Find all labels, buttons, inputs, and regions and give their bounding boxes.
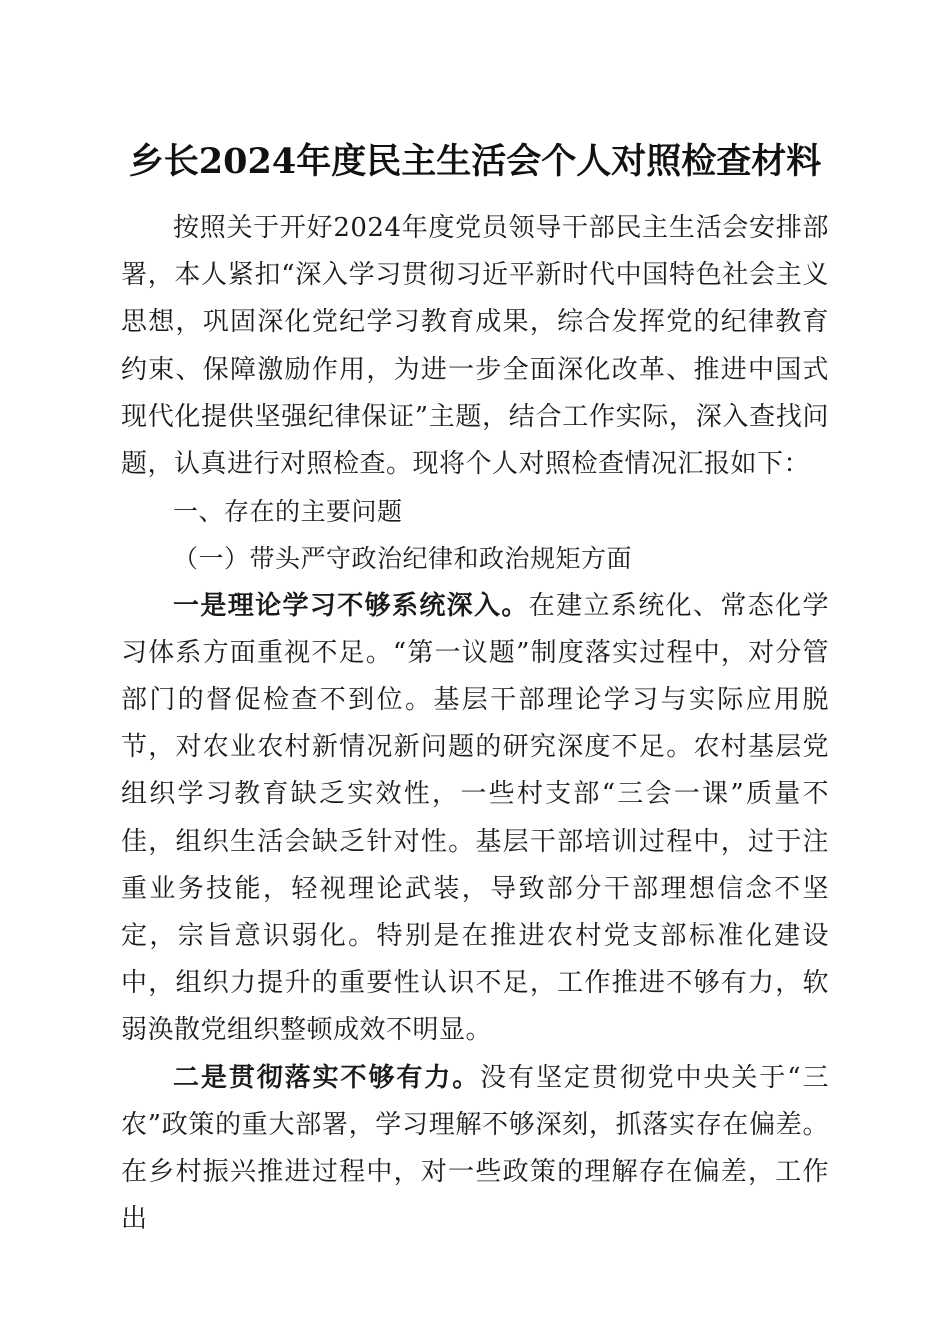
point-text-2: 没有坚定贯彻党中央关于“三农”政策的重大部署，学习理解不够深刻，抓落实存在偏差。在乡村振兴推进过程中，对一些政策的理解存在偏差，工作出 (121, 1062, 829, 1235)
point-lead-2: 二是贯彻落实不够有力。 (173, 1062, 481, 1093)
document-title: 乡长2024年度民主生活会个人对照检查材料 (128, 141, 822, 182)
point-paragraph-1 (121, 583, 829, 1055)
point-lead-1: 一是理论学习不够系统深入。 (173, 590, 529, 621)
point-paragraph-2 (121, 1055, 829, 1244)
subsection-heading: （一）带头严守政治纪律和政治规矩方面 (173, 544, 633, 574)
document-body (121, 205, 829, 1243)
point-text-1: 在建立系统化、常态化学习体系方面重视不足。“第一议题”制度落实过程中，对分管部门的督促检查不到位。基层干部理论学习与实际应用脱节，对农业农村新情况新问题的研究深度不足。农村基层党组织学习教育缺乏实效性，一些村支部“三会一课”质量不佳，组织生活会缺乏针对性。基层干部培训过程中，过于注重业务技能，轻视理论武装，导致部分干部理想信念不坚定，宗旨意识弱化。特别是在推进农村党支部标准化建设中，组织力提升的重要性认识不足，工作推进不够有力，软弱涣散党组织整顿成效不明显。 (121, 590, 829, 1046)
intro-paragraph: 按照关于开好2024年度党员领导干部民主生活会安排部署，本人紧扣“深入学习贯彻习近平新时代中国特色社会主义思想，巩固深化党纪学习教育成果，综合发挥党的纪律教育约束、保障激励作用，为进一步全面深化改革、推进中国式现代化提供坚强纪律保证”主题，结合工作实际，深入查找问题，认真进行对照检查。现将个人对照检查情况汇报如下： (121, 213, 829, 480)
section-heading: 一、存在的主要问题 (173, 497, 403, 527)
